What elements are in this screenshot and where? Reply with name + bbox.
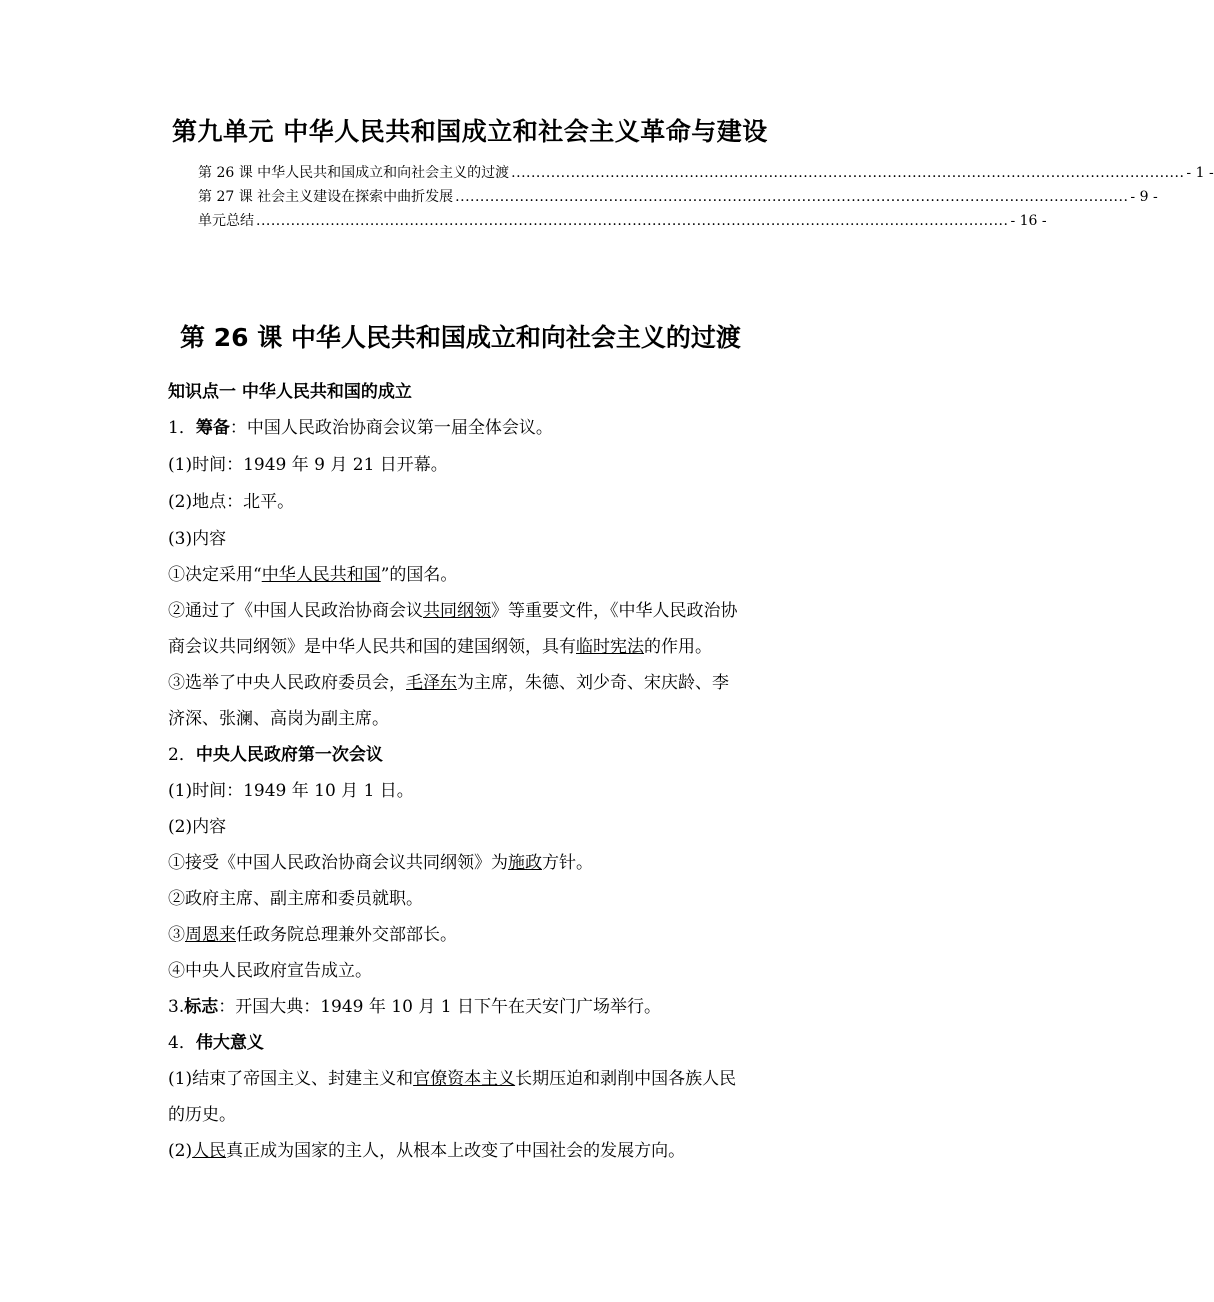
content-item-2: ②通过了《中国人民政治协商会议共同纲领》等重要文件，《中华人民政治协 — [168, 601, 738, 621]
toc-entry-lesson-27[interactable] — [198, 186, 1158, 208]
section-3-symbol: 3.标志：开国大典：1949 年 10 月 1 日下午在天安门广场举行。 — [168, 997, 661, 1017]
toc-page-number: - 9 - — [1130, 189, 1158, 205]
content-item-3-cont: 济深、张澜、高岗为副主席。 — [168, 709, 389, 729]
s1-content-heading: (3)内容 — [168, 529, 227, 549]
significance-item-1: (1)结束了帝国主义、封建主义和官僚资本主义长期压迫和剥削中国各族人民 — [168, 1069, 737, 1089]
toc-leader: ........................................................................................................................................ — [455, 189, 1129, 205]
toc-label: 第 27 课 社会主义建设在探索中曲折发展 — [198, 189, 454, 205]
section-1-preparation: 1．筹备：中国人民政治协商会议第一届全体会议。 — [168, 418, 553, 438]
s1-place: (2)地点：北平。 — [168, 492, 295, 512]
significance-item-1-cont: 的历史。 — [168, 1105, 236, 1125]
toc-entry-unit-summary[interactable] — [198, 210, 1047, 232]
meeting-item-4: ④中央人民政府宣告成立。 — [168, 961, 372, 981]
content-item-3: ③选举了中央人民政府委员会，毛泽东为主席，朱德、刘少奇、宋庆龄、李 — [168, 673, 729, 693]
knowledge-point-heading: 知识点一 中华人民共和国的成立 — [168, 382, 412, 402]
s1-time: (1)时间：1949 年 9 月 21 日开幕。 — [168, 455, 448, 475]
content-item-2-cont: 商会议共同纲领》是中华人民共和国的建国纲领，具有临时宪法的作用。 — [168, 637, 712, 657]
toc-label: 单元总结 — [198, 213, 254, 229]
toc-entry-lesson-26[interactable] — [198, 162, 1214, 184]
toc-label: 第 26 课 中华人民共和国成立和向社会主义的过渡 — [198, 165, 510, 181]
unit-title: 第九单元 中华人民共和国成立和社会主义革命与建设 — [172, 117, 768, 146]
section-2-first-meeting: 2．中央人民政府第一次会议 — [168, 745, 383, 765]
toc-page-number: - 1 - — [1186, 165, 1214, 181]
toc-leader: ........................................................................................................................................ — [511, 165, 1185, 181]
content-item-1: ①决定采用“中华人民共和国”的国名。 — [168, 565, 458, 585]
meeting-item-3: ③周恩来任政务院总理兼外交部部长。 — [168, 925, 457, 945]
toc-leader: ........................................................................................................................................................ — [256, 213, 1009, 229]
meeting-item-1: ①接受《中国人民政治协商会议共同纲领》为施政方针。 — [168, 853, 593, 873]
section-4-significance: 4．伟大意义 — [168, 1033, 264, 1053]
toc-page-number: - 16 - — [1010, 213, 1047, 229]
lesson-title: 第 26 课 中华人民共和国成立和向社会主义的过渡 — [180, 323, 741, 352]
s2-time: (1)时间：1949 年 10 月 1 日。 — [168, 781, 414, 801]
meeting-item-2: ②政府主席、副主席和委员就职。 — [168, 889, 423, 909]
significance-item-2: (2)人民真正成为国家的主人，从根本上改变了中国社会的发展方向。 — [168, 1141, 686, 1161]
s2-content-heading: (2)内容 — [168, 817, 227, 837]
